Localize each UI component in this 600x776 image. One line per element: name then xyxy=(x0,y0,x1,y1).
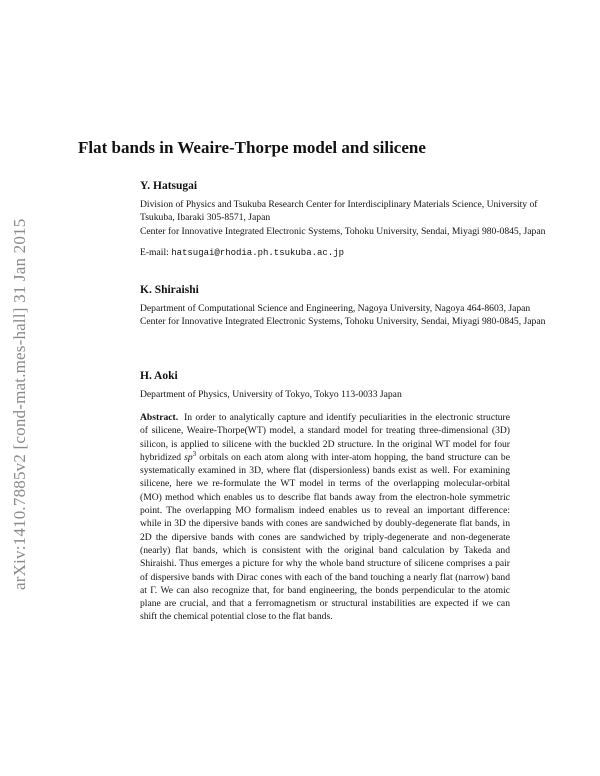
author-affiliation: Center for Innovative Integrated Electronic Systems, Tohoku University, Sendai, Miyagi 980-0845, Japan xyxy=(140,316,546,328)
paper-title: Flat bands in Weaire-Thorpe model and silicene xyxy=(78,138,426,157)
author-block-shiraishi xyxy=(140,284,560,329)
author-affiliation: Department of Physics, University of Tokyo, Tokyo 113-0033 Japan xyxy=(140,389,402,400)
abstract xyxy=(140,411,510,624)
abstract-text-part1: In order to analytically capture and identify peculiarities in the electronic structure of silicene, Weaire-Thorpe(WT) model, a standard model for treating three-dimensional (3D) silicon, is applied to silicene with the buckled 2D structure. In the original WT model for four hybridized xyxy=(140,412,510,463)
arxiv-identifier-stamp: arXiv:1410.7885v2 [cond-mat.mes-hall] 31 Jan 2015 xyxy=(10,218,29,590)
author-block-aoki xyxy=(140,370,560,401)
author-block-hatsugai xyxy=(140,180,560,260)
author-affiliation: Division of Physics and Tsukuba Research Center for Interdisciplinary Materials Science, University of Tsukuba, Ibaraki 305-8571, Japan xyxy=(140,199,538,224)
author-email: hatsugai@rhodia.ph.tsukuba.ac.jp xyxy=(171,247,345,258)
abstract-text-part2: orbitals on each atom along with inter-atom hopping, the band structure can be systematically examined in 3D, where flat (dispersionless) bands exist as well. For examining silicene, here we re-formulate the WT model in terms of the overlapping molecular-orbital (MO) method which enables us to describe flat bands away from the electron-hole symmetric point. The overlapping MO formalism indeed enables us to reveal an important difference: while in 3D the dipersive bands with cones are sandwiched by doubly-degenerate flat bands, in 2D the dipersive bands with cones are sandwiched by triply-degenerate and non-degenerate (nearly) flat bands, which is consistent with the original band calculation by Takeda and Shiraishi. Thus emerges a picture for why the whole band structure of silicene comprises a pair of dispersive bands with Dirac cones with each of the band touching a nearly flat (narrow) band at Γ. We can also recognize that, for band engineering, the bonds perpendicular to the atomic plane are crucial, and that a ferromagnetism or structural instabilities are expected if we can shift the chemical potential close to the flat bands. xyxy=(140,451,510,623)
abstract-label: Abstract. xyxy=(140,412,179,423)
author-name: K. Shiraishi xyxy=(140,284,199,296)
author-name: Y. Hatsugai xyxy=(140,180,198,192)
abstract-superscript: 3 xyxy=(192,449,197,458)
abstract-sp-symbol: sp xyxy=(184,451,193,463)
author-affiliation: Department of Computational Science and Engineering, Nagoya University, Nagoya 464-8603, Japan xyxy=(140,303,531,314)
author-name: H. Aoki xyxy=(140,370,178,382)
author-email-line xyxy=(140,246,560,260)
author-affiliation: Center for Innovative Integrated Electronic Systems, Tohoku University, Sendai, Miyagi 980-0845, Japan xyxy=(140,225,546,237)
email-label: E-mail: xyxy=(140,246,169,258)
